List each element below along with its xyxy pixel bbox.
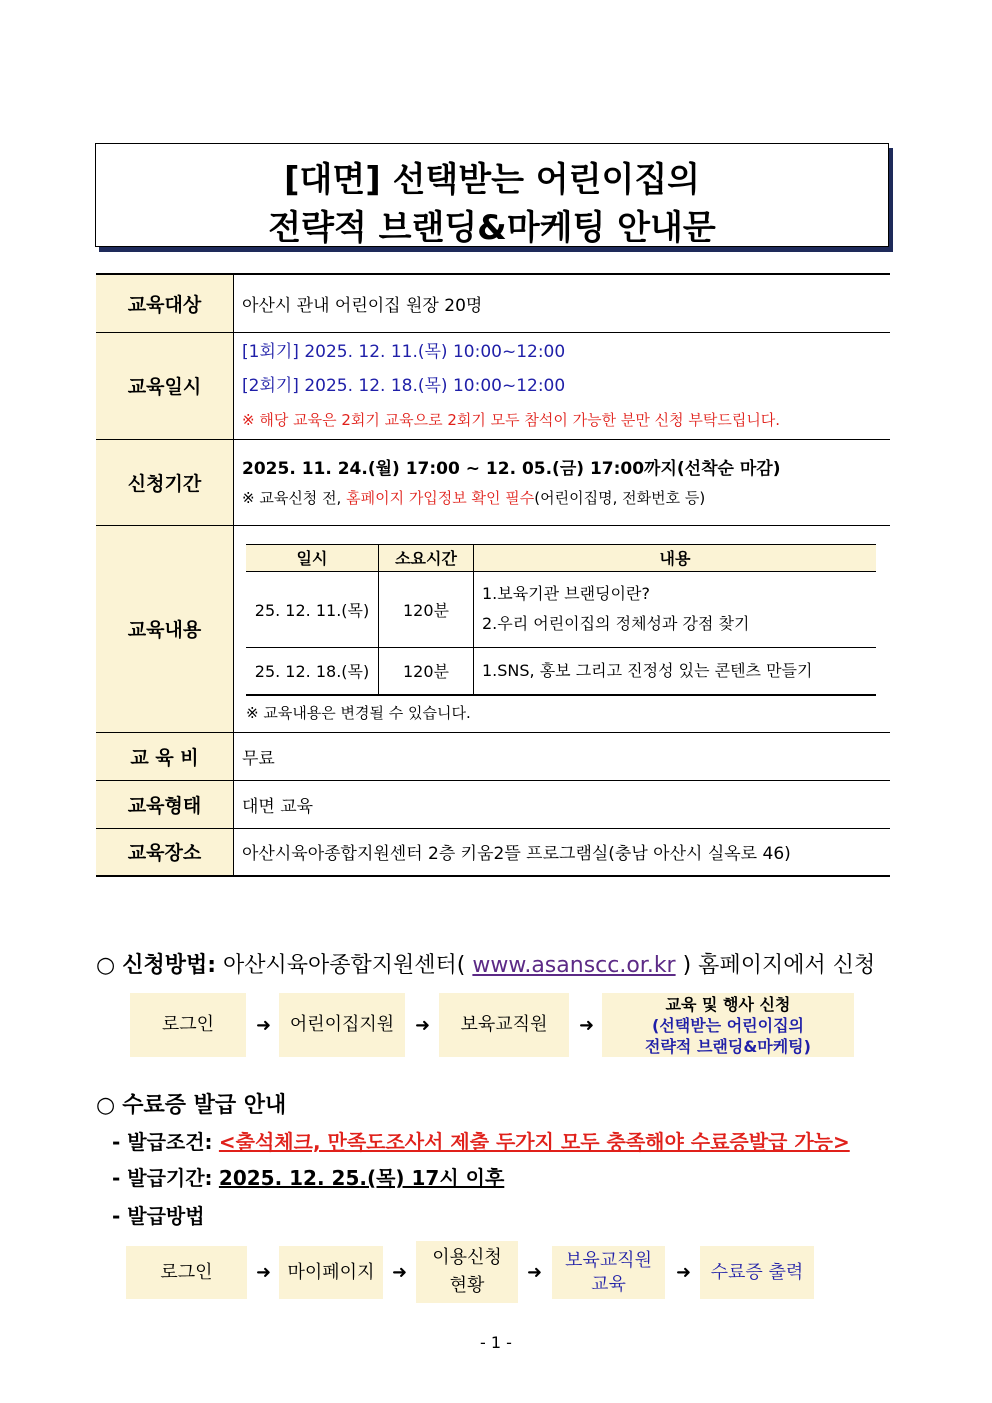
flow-step-login: 로그인 — [130, 993, 246, 1057]
period-text: 2025. 12. 25.(목) 17시 이후 — [218, 1166, 505, 1190]
row-date: 25. 12. 18.(목) — [246, 647, 379, 695]
content-label: 교육내용 — [96, 525, 234, 732]
flow-step-application — [602, 993, 854, 1057]
flow-step-application-title: 교육 및 행사 신청 — [665, 994, 791, 1014]
condition-text: <출석체크, 만족도조사서 제출 두가지 모두 충족해야 수료증발급 가능> — [218, 1130, 850, 1154]
homepage-link[interactable]: www.asanscc.or.kr — [472, 953, 676, 978]
apply-label: 신청기간 — [96, 439, 234, 525]
place-value: 아산시육아종합지원센터 2층 키움2뜰 프로그램실(충남 아산시 실옥로 46) — [234, 828, 891, 876]
flow-step-application-course-1: (선택받는 어린이집의 — [652, 1015, 804, 1035]
apply-note-prefix: ※ 교육신청 전, — [242, 489, 347, 507]
target-value: 아산시 관내 어린이집 원장 20명 — [234, 274, 891, 332]
arrow-icon: ➜ — [415, 1015, 431, 1036]
dates-note: ※ 해당 교육은 2회기 교육으로 2회기 모두 참석이 가능한 분만 신청 부탁드립니다. — [242, 410, 781, 429]
format-label: 교육형태 — [96, 780, 234, 828]
fee-value: 무료 — [234, 732, 891, 780]
certificate-heading — [96, 1088, 286, 1119]
arrow-icon: ➜ — [256, 1262, 272, 1283]
condition-line — [112, 1126, 850, 1155]
apply-method-text: 아산시육아종합지원센터( — [223, 953, 466, 978]
apply-value: 2025. 11. 24.(월) 17:00 ~ 12. 05.(금) 17:00까지(선착순 마감) — [242, 459, 781, 479]
apply-note — [242, 485, 890, 511]
row-duration: 120분 — [379, 647, 474, 695]
cert-step-course-line1: 보육교직원 — [565, 1249, 652, 1271]
info-table — [96, 273, 890, 877]
row-content-2: 2.우리 어린이집의 정체성과 강점 찾기 — [482, 614, 750, 633]
target-label: 교육대상 — [96, 274, 234, 332]
session-2: [2회기] 2025. 12. 18.(목) 10:00~12:00 — [242, 375, 566, 396]
arrow-icon: ➜ — [256, 1015, 272, 1036]
flow-step-center-support: 어린이집지원 — [279, 993, 405, 1057]
period-label: - 발급기간: — [112, 1166, 213, 1190]
title-line-1: [대면] 선택받는 어린이집의 — [283, 160, 701, 200]
cert-step-course — [552, 1246, 665, 1299]
title-line-2: 전략적 브랜딩&마케팅 안내문 — [268, 208, 716, 248]
period-line — [112, 1162, 504, 1191]
apply-note-suffix: (어린이집명, 전화번호 등) — [534, 489, 706, 507]
curriculum-table — [246, 544, 876, 697]
curriculum-header-date: 일시 — [246, 544, 379, 571]
cert-step-print: 수료증 출력 — [700, 1246, 814, 1299]
title-box — [95, 143, 889, 247]
cert-step-course-line2: 교육 — [591, 1273, 626, 1295]
apply-note-required: 홈페이지 가입정보 확인 필수 — [346, 489, 535, 507]
table-row — [246, 647, 876, 695]
method-label: - 발급방법 — [112, 1204, 205, 1228]
arrow-icon: ➜ — [527, 1262, 543, 1283]
bullet: ○ — [96, 1093, 116, 1118]
table-row — [246, 571, 876, 647]
fee-label: 교 육 비 — [96, 732, 234, 780]
certificate-title: 수료증 발급 안내 — [122, 1093, 287, 1118]
cert-step-status — [416, 1241, 518, 1303]
method-line — [112, 1200, 205, 1229]
curriculum-header-duration: 소요시간 — [379, 544, 474, 571]
cert-step-status-line2: 현황 — [449, 1275, 485, 1296]
row-date: 25. 12. 11.(목) — [246, 571, 379, 647]
apply-method-text-after: ) 홈페이지에서 신청 — [682, 953, 876, 978]
cert-step-mypage: 마이페이지 — [279, 1246, 383, 1299]
dates-label: 교육일시 — [96, 332, 234, 439]
row-duration: 120분 — [379, 571, 474, 647]
place-label: 교육장소 — [96, 828, 234, 876]
arrow-icon: ➜ — [676, 1262, 692, 1283]
cert-step-login: 로그인 — [126, 1246, 247, 1299]
content-note: ※ 교육내용은 변경될 수 있습니다. — [246, 704, 471, 722]
format-value: 대면 교육 — [234, 780, 891, 828]
flow-step-staff: 보육교직원 — [439, 993, 569, 1057]
arrow-icon: ➜ — [579, 1015, 595, 1036]
row-content-1: 1.SNS, 홍보 그리고 진정성 있는 콘텐츠 만들기 — [474, 647, 877, 695]
apply-method-label: 신청방법: — [122, 953, 217, 978]
arrow-icon: ➜ — [392, 1262, 408, 1283]
page-number: - 1 - — [480, 1333, 512, 1352]
bullet: ○ — [96, 953, 116, 978]
apply-method-line — [96, 948, 875, 979]
session-1: [1회기] 2025. 12. 11.(목) 10:00~12:00 — [242, 341, 566, 362]
condition-label: - 발급조건: — [112, 1130, 213, 1154]
curriculum-header-content: 내용 — [474, 544, 877, 571]
flow-step-application-course-2: 전략적 브랜딩&마케팅) — [645, 1036, 811, 1056]
row-content-1: 1.보육기관 브랜딩이란? — [482, 584, 650, 603]
cert-step-status-line1: 이용신청 — [432, 1247, 502, 1268]
